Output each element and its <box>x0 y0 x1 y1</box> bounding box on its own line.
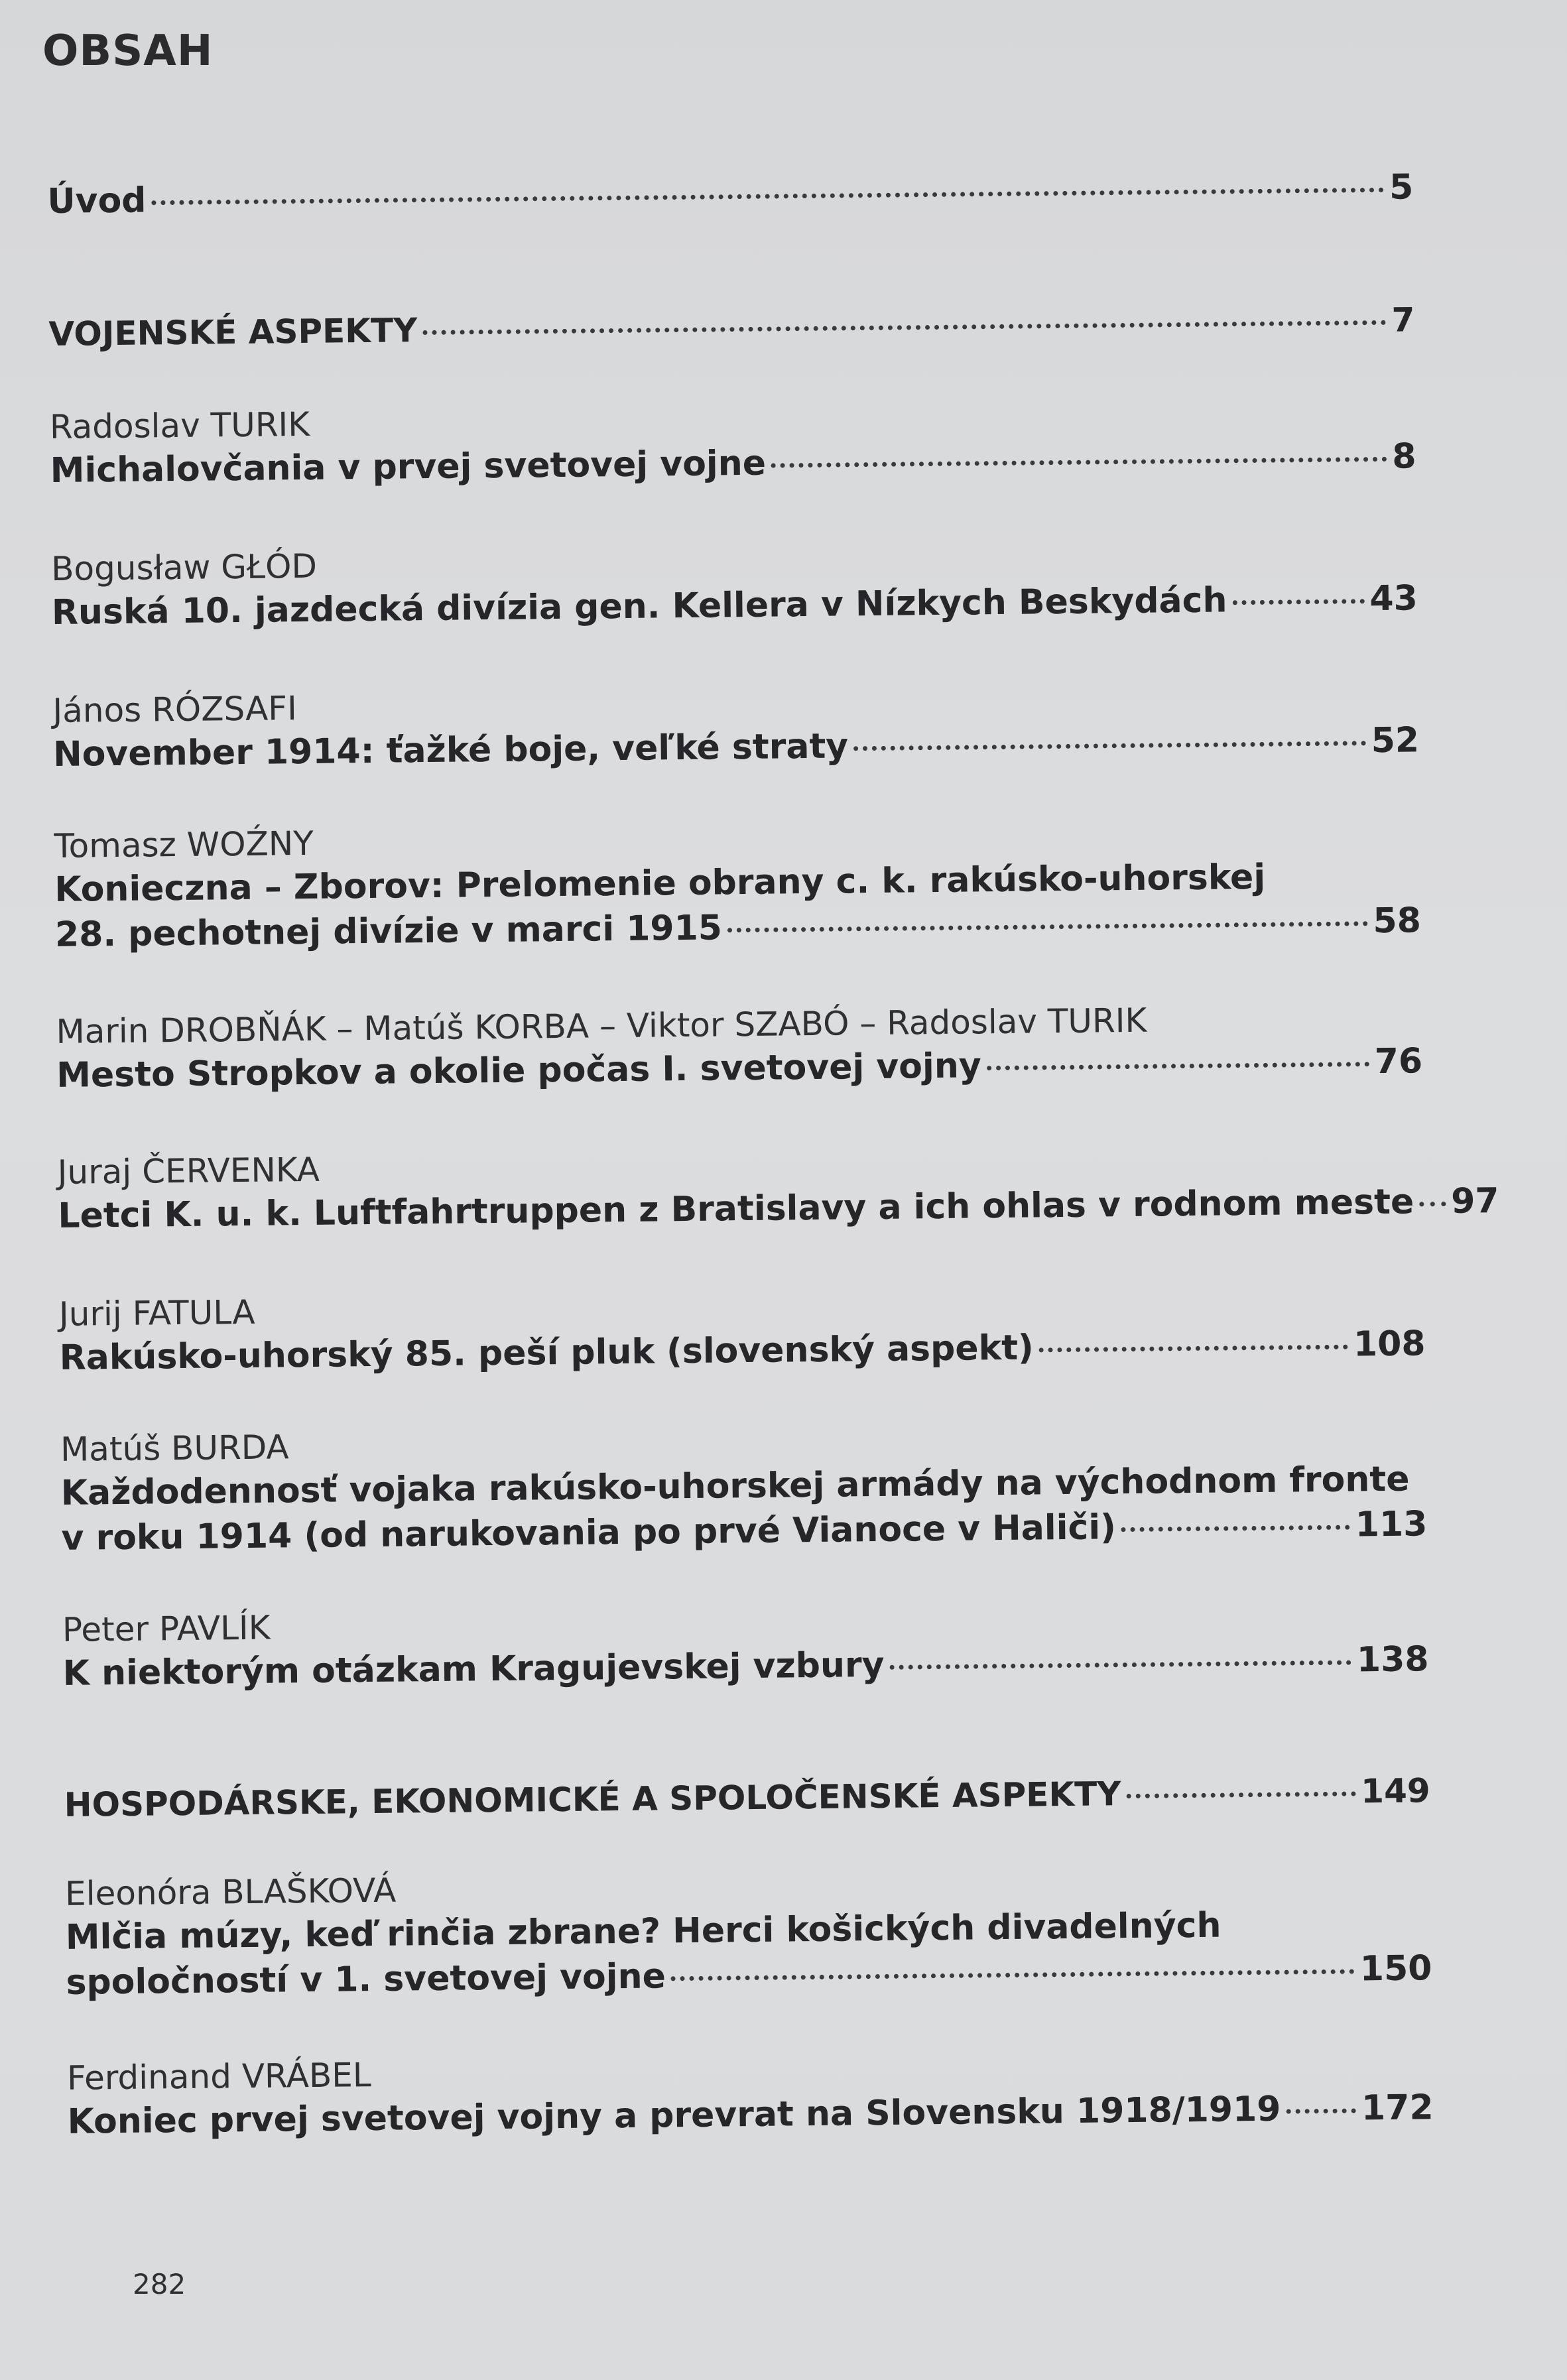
toc-entry-title: spoločností v 1. svetovej vojne <box>66 1956 666 2003</box>
page-footer-number: 282 <box>133 2268 186 2300</box>
toc-section-title: VOJENSKÉ ASPEKTY <box>48 311 418 353</box>
toc-page-number: 58 <box>1373 901 1422 942</box>
dot-leader <box>771 457 1387 468</box>
toc-page-number: 8 <box>1392 436 1416 477</box>
toc-page-number: 5 <box>1389 167 1414 208</box>
toc-entry-title: Koniec prvej svetovej vojny a prevrat na Slovensku 1918/1919 <box>67 2089 1281 2142</box>
dot-leader <box>1286 2108 1356 2113</box>
toc-author: Juraj ČERVENKA <box>57 1150 320 1192</box>
toc-page-number: 172 <box>1361 2088 1434 2129</box>
toc-entry-title-line1: Konieczna – Zborov: Prelomenie obrany c. k. rakúsko-uhorskej <box>54 857 1266 910</box>
toc-author: Peter PAVLÍK <box>62 1608 271 1649</box>
toc-page-number: 149 <box>1360 1771 1430 1811</box>
toc-author: Ferdinand VRÁBEL <box>66 2056 371 2098</box>
dot-leader <box>1039 1345 1348 1353</box>
toc-author: Matúš BURDA <box>60 1428 289 1469</box>
toc-page-number: 76 <box>1374 1041 1423 1082</box>
toc-author: Bogusław GŁÓD <box>50 546 318 588</box>
dot-leader <box>727 921 1368 932</box>
toc-entry[interactable] <box>56 996 1422 1098</box>
dot-leader <box>853 741 1366 751</box>
toc-entry-title: K niektorým otázkam Kragujevskej vzbury <box>62 1645 885 1694</box>
page-title: OBSAH <box>42 27 214 76</box>
toc-entry-title: November 1914: ťažké boje, veľké straty <box>52 726 849 775</box>
toc-page-number: 52 <box>1371 720 1420 761</box>
toc-author: Radoslav TURIK <box>49 405 310 446</box>
toc-entry-title: v roku 1914 (od narukovania po prvé Vianoce v Haliči) <box>61 1507 1117 1558</box>
toc-section-title: HOSPODÁRSKE, EKONOMICKÉ A SPOLOČENSKÉ ASPEKTY <box>64 1775 1121 1824</box>
toc-page-number: 97 <box>1450 1181 1499 1221</box>
dot-leader <box>1121 1525 1350 1533</box>
toc-entry-title-line1: Mlčia múzy, keď rinčia zbrane? Herci košických divadelných <box>65 1905 1222 1958</box>
toc-entry[interactable] <box>54 810 1421 958</box>
toc-entry-title: Letci K. u. k. Luftfahrtruppen z Bratislavy a ich ohlas v rodnom meste <box>58 1182 1414 1236</box>
toc-entry[interactable] <box>57 1137 1499 1239</box>
toc-entry[interactable] <box>51 533 1418 635</box>
toc-entry[interactable] <box>52 675 1419 777</box>
toc-page-number: 108 <box>1353 1324 1426 1365</box>
toc-entry-title: Úvod <box>47 180 147 221</box>
toc-entry-intro[interactable] <box>47 164 1414 224</box>
dot-leader <box>1419 1202 1446 1206</box>
toc-entry[interactable] <box>62 1594 1429 1696</box>
toc-entry-title: Ruská 10. jazdecká divízia gen. Kellera v Nízkych Beskydách <box>51 580 1227 633</box>
toc-entry[interactable] <box>59 1279 1426 1381</box>
dot-leader <box>1232 599 1364 605</box>
toc-section-economic[interactable] <box>64 1768 1430 1828</box>
toc-section-military[interactable] <box>48 297 1415 357</box>
toc-entry[interactable] <box>65 1858 1432 2005</box>
toc-page-number: 43 <box>1369 578 1418 619</box>
toc-entry-title: 28. pechotnej divízie v marci 1915 <box>54 908 723 955</box>
toc-entry[interactable] <box>50 391 1416 493</box>
toc-author: Jurij FATULA <box>58 1292 255 1334</box>
toc-entry-title: Rakúsko-uhorský 85. peší pluk (slovenský aspekt) <box>59 1328 1034 1378</box>
toc-page-number: 7 <box>1391 300 1415 340</box>
toc-author: Eleonóra BLAŠKOVÁ <box>64 1871 397 1913</box>
dot-leader <box>151 188 1384 205</box>
toc-page-number: 150 <box>1359 1948 1432 1989</box>
toc-author: János RÓZSAFI <box>52 689 298 730</box>
toc-line <box>48 297 1415 357</box>
toc-entry-title: Mesto Stropkov a okolie počas I. svetovej vojny <box>56 1046 982 1096</box>
toc-entry[interactable] <box>60 1414 1428 1561</box>
toc-line <box>64 1768 1430 1828</box>
table-of-contents <box>46 98 1499 2142</box>
toc-entry-title-line1: Každodennosť vojaka rakúsko-uhorskej armády na východnom fronte <box>60 1459 1410 1513</box>
toc-author: Marin DROBŇÁK – Matúš KORBA – Viktor SZABÓ – Radoslav TURIK <box>56 1001 1147 1051</box>
toc-entry[interactable] <box>67 2042 1434 2145</box>
dot-leader <box>1126 1791 1355 1798</box>
toc-line <box>47 164 1414 224</box>
dot-leader <box>890 1660 1352 1670</box>
toc-author: Tomasz WOŹNY <box>54 824 314 865</box>
toc-page-number: 113 <box>1355 1504 1428 1545</box>
toc-page-number: 138 <box>1356 1639 1429 1680</box>
toc-entry-title: Michalovčania v prvej svetovej vojne <box>50 443 767 491</box>
dot-leader <box>671 1969 1355 1981</box>
dot-leader <box>987 1062 1369 1070</box>
dot-leader <box>422 320 1386 335</box>
